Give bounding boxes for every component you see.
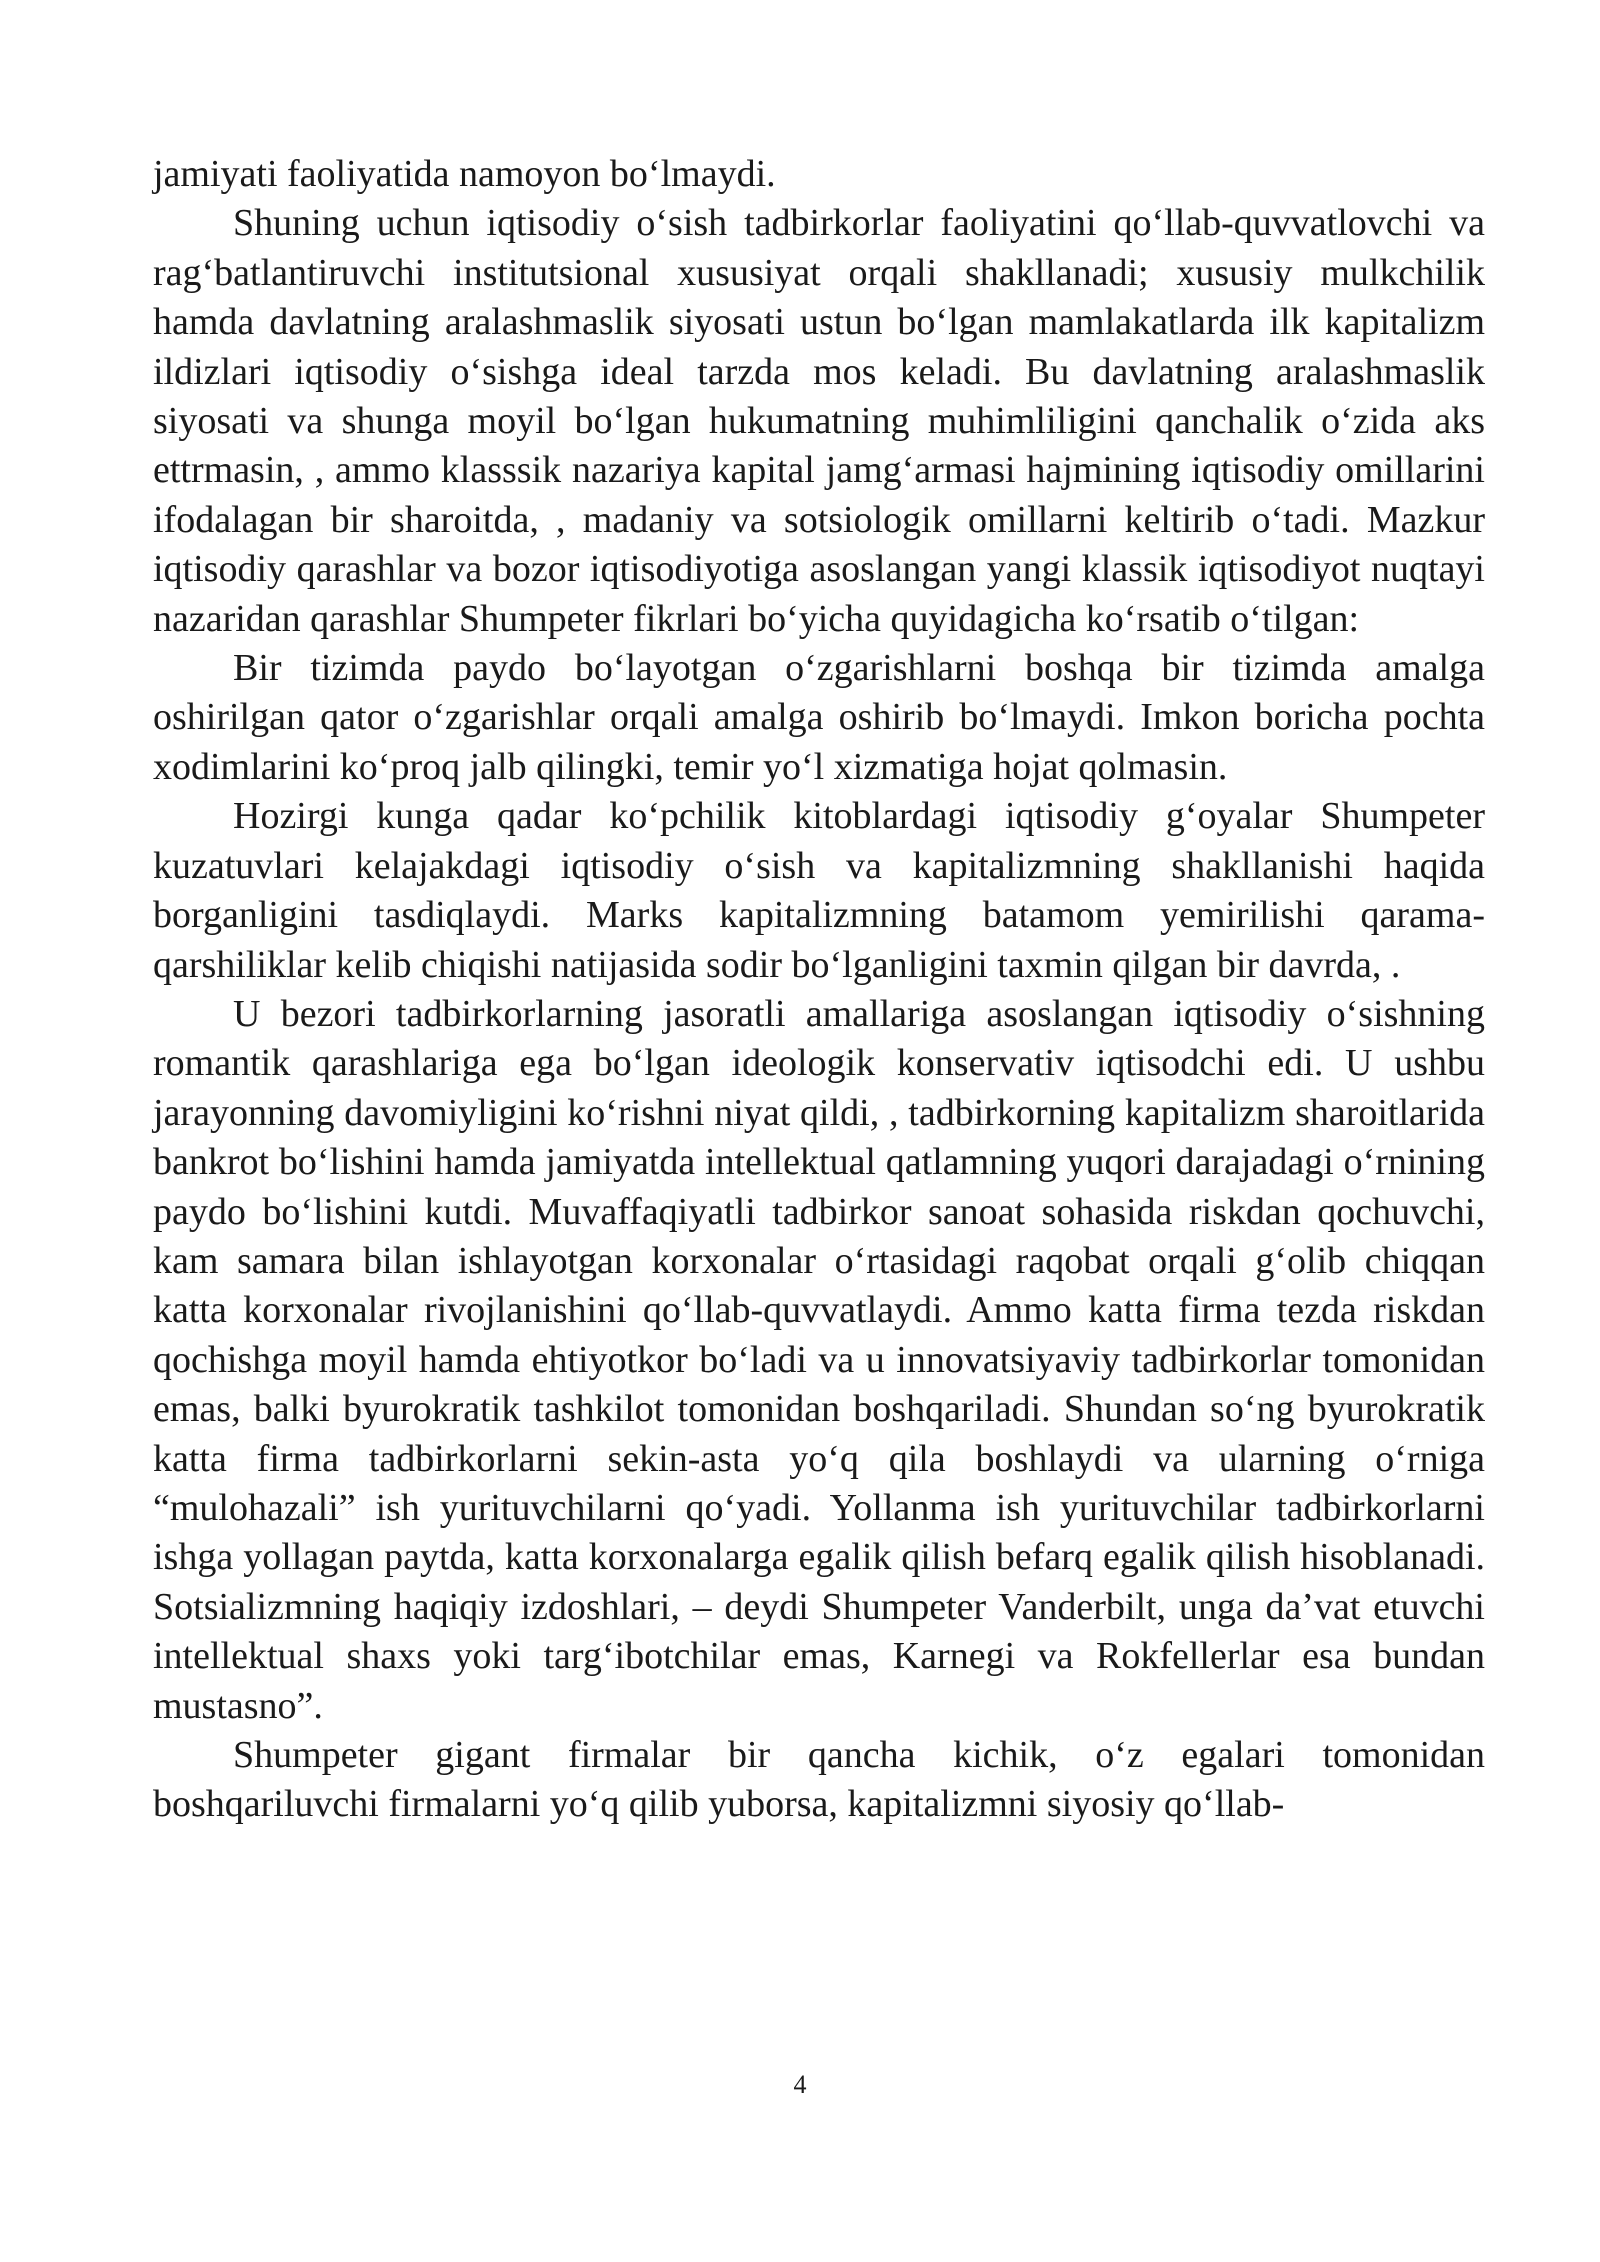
paragraph: Shuning uchun iqtisodiy o‘sish tadbirkorlar faoliyatini qo‘llab-quvvatlovchi va rag‘batlantiruvchi institutsional xususiyat orqali shakllanadi; xususiy mulkchilik hamda davlatning aralashmaslik siyosati ustun bo‘lgan mamlakatlarda ilk kapitalizm ildizlari iqtisodiy o‘sishga ideal tarzda mos keladi. Bu davlatning aralashmaslik siyosati va shunga moyil bo‘lgan hukumatning muhimliligini qanchalik o‘zida aks ettrmasin, , ammo klasssik nazariya kapital jamg‘armasi hajmining iqtisodiy omillarini ifodalagan bir sharoitda, , madaniy va sotsiologik omillarni keltirib o‘tadi. Mazkur iqtisodiy qarashlar va bozor iqtisodiyotiga asoslangan yangi klassik iqtisodiyot nuqtayi nazaridan qarashlar Shumpeter fikrlari bo‘yicha quyidagicha ko‘rsatib o‘tilgan: — [153, 202, 1485, 640]
body-text — [153, 150, 1485, 1830]
paragraph: Bir tizimda paydo bo‘layotgan o‘zgarishlarni boshqa bir tizimda amalga oshirilgan qator o‘zgarishlar orqali amalga oshirib bo‘lmaydi. Imkon boricha pochta xodimlarini ko‘proq jalb qilingki, temir yo‘l xizmatiga hojat qolmasin. — [153, 647, 1485, 788]
paragraph: Shumpeter gigant firmalar bir qancha kichik, o‘z egalari tomonidan boshqariluvchi firmalarni yo‘q qilib yuborsa, kapitalizmni siyosiy qo‘llab- — [153, 1734, 1485, 1826]
paragraph: Hozirgi kunga qadar ko‘pchilik kitoblardagi iqtisodiy g‘oyalar Shumpeter kuzatuvlari kelajakdagi iqtisodiy o‘sish va kapitalizmning shakllanishi haqida borganligini tasdiqlaydi. Marks kapitalizmning batamom yemirilishi qarama-qarshiliklar kelib chiqishi natijasida sodir bo‘lganligini taxmin qilgan bir davrda, . — [153, 795, 1485, 986]
paragraph-continuation: jamiyati faoliyatida namoyon bo‘lmaydi. — [153, 153, 776, 195]
page-number: 4 — [793, 2070, 807, 2099]
paragraph: U bezori tadbirkorlarning jasoratli amallariga asoslangan iqtisodiy o‘sishning romantik qarashlariga ega bo‘lgan ideologik konservativ iqtisodchi edi. U ushbu jarayonning davomiyligini ko‘rishni niyat qildi, , tadbirkorning kapitalizm sharoitlarida bankrot bo‘lishini hamda jamiyatda intellektual qatlamning yuqori darajadagi o‘rnining paydo bo‘lishini kutdi. Muvaffaqiyatli tadbirkor sanoat sohasida riskdan qochuvchi, kam samara bilan ishlayotgan korxonalar o‘rtasidagi raqobat orqali g‘olib chiqqan katta korxonalar rivojlanishini qo‘llab-quvvatlaydi. Ammo katta firma tezda riskdan qochishga moyil hamda ehtiyotkor bo‘ladi va u innovatsiyaviy tadbirkorlar tomonidan emas, balki byurokratik tashkilot tomonidan boshqariladi. Shundan so‘ng byurokratik katta firma tadbirkorlarni sekin-asta yo‘q qila boshlaydi va ularning o‘rniga “mulohazali” ish yurituvchilarni qo‘yadi. Yollanma ish yurituvchilar tadbirkorlarni ishga yollagan paytda, katta korxonalarga egalik qilish befarq egalik qilish hisoblanadi. Sotsializmning haqiqiy izdoshlari, – deydi Shumpeter Vanderbilt, unga da’vat etuvchi intellektual shaxs yoki targ‘ibotchilar emas, Karnegi va Rokfellerlar esa bundan mustasno”. — [153, 992, 1485, 1727]
